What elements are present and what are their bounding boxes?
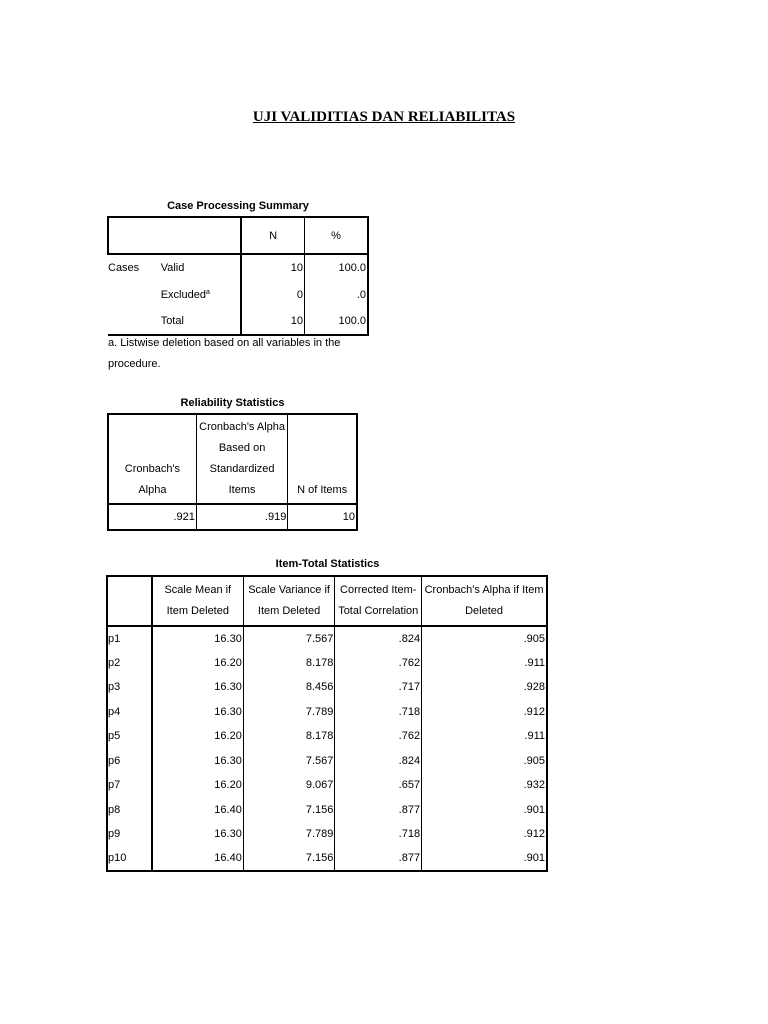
row-percent: .0 bbox=[304, 281, 368, 308]
cell-alpha-if-deleted: .912 bbox=[523, 705, 545, 718]
cell-scale-mean: 16.30 bbox=[152, 626, 244, 651]
table-row bbox=[107, 675, 547, 700]
row-label: Excluded bbox=[160, 288, 206, 301]
cell-item-label: p1 bbox=[107, 626, 152, 651]
header-scale-mean: Scale Mean if Item Deleted bbox=[152, 576, 244, 626]
header-cell bbox=[108, 217, 160, 254]
header-percent: % bbox=[304, 217, 368, 254]
cell-item-label: p10 bbox=[107, 847, 152, 872]
cell-alpha-if-deleted: .911 bbox=[524, 730, 545, 743]
reliability-table bbox=[107, 413, 358, 531]
cell-scale-mean: 16.30 bbox=[152, 749, 244, 774]
table-row bbox=[108, 281, 368, 308]
item-total-body bbox=[107, 626, 547, 871]
cell-corrected-correlation: .718 bbox=[335, 700, 422, 725]
cell-item-label: p2 bbox=[107, 651, 152, 676]
row-percent: 100.0 bbox=[304, 308, 368, 335]
header-alpha-if-deleted: Cronbach's Alpha if Item Deleted bbox=[422, 576, 547, 626]
cell-scale-variance: 8.178 bbox=[243, 651, 335, 676]
cell-alpha-if-deleted: .912 bbox=[523, 828, 545, 841]
case-processing-table bbox=[107, 216, 369, 336]
cell-alpha-if-deleted: .905 bbox=[523, 632, 545, 645]
cell-corrected-correlation: .824 bbox=[335, 626, 422, 651]
cell-scale-mean: 16.30 bbox=[152, 822, 244, 847]
table-row bbox=[107, 626, 547, 651]
cell-corrected-correlation: .877 bbox=[335, 847, 422, 872]
cell-scale-mean: 16.30 bbox=[152, 700, 244, 725]
case-processing-footnote: a. Listwise deletion based on all variables in the procedure. bbox=[108, 337, 341, 370]
header-cronbach-alpha: Cronbach's Alpha bbox=[108, 414, 196, 504]
header-corrected-correlation: Corrected Item-Total Correlation bbox=[335, 576, 422, 626]
value-alpha-standardized: .919 bbox=[196, 504, 287, 530]
cell-corrected-correlation: .762 bbox=[335, 724, 422, 749]
table-row bbox=[107, 700, 547, 725]
table-row bbox=[108, 308, 368, 335]
row-label: Valid bbox=[160, 254, 242, 281]
row-n: 10 bbox=[241, 308, 304, 335]
cell-item-label: p8 bbox=[107, 798, 152, 823]
cell-alpha-if-deleted: .901 bbox=[523, 803, 545, 816]
cell-scale-mean: 16.40 bbox=[152, 847, 244, 872]
value-n-of-items: 10 bbox=[342, 511, 355, 523]
cell-scale-variance: 7.567 bbox=[243, 749, 335, 774]
document-title: UJI VALIDITIAS DAN RELIABILITAS bbox=[252, 109, 516, 125]
cell-scale-variance: 8.456 bbox=[243, 675, 335, 700]
cell-item-label: p3 bbox=[107, 675, 152, 700]
header-scale-variance: Scale Variance if Item Deleted bbox=[243, 576, 335, 626]
table-row bbox=[107, 651, 547, 676]
cell-alpha-if-deleted: .928 bbox=[523, 681, 545, 694]
item-total-table bbox=[106, 575, 548, 872]
cell-scale-variance: 8.178 bbox=[243, 724, 335, 749]
cell-corrected-correlation: .657 bbox=[335, 773, 422, 798]
table-row bbox=[107, 749, 547, 774]
reliability-header-row bbox=[108, 414, 357, 504]
cell-corrected-correlation: .877 bbox=[335, 798, 422, 823]
cell-scale-variance: 7.156 bbox=[243, 847, 335, 872]
row-label-cell bbox=[160, 281, 242, 308]
case-processing-caption: Case Processing Summary bbox=[167, 200, 309, 212]
header-alpha-standardized: Cronbach's Alpha Based on Standardized Items bbox=[196, 414, 287, 504]
table-row bbox=[108, 504, 357, 530]
cell-corrected-correlation: .718 bbox=[335, 822, 422, 847]
header-n: N bbox=[241, 217, 304, 254]
row-label: Total bbox=[160, 308, 242, 335]
cell-scale-variance: 7.156 bbox=[243, 798, 335, 823]
cell-scale-mean: 16.20 bbox=[152, 724, 244, 749]
table-row bbox=[107, 773, 547, 798]
cell-item-label: p7 bbox=[107, 773, 152, 798]
cell-alpha-if-deleted: .905 bbox=[523, 754, 545, 767]
cell-item-label: p4 bbox=[107, 700, 152, 725]
cell-alpha-if-deleted: .932 bbox=[523, 779, 545, 792]
item-total-header-row bbox=[107, 576, 547, 626]
table-row bbox=[107, 822, 547, 847]
cell-alpha-if-deleted: .901 bbox=[523, 852, 545, 865]
case-processing-header-row bbox=[108, 217, 368, 254]
cell-scale-mean: 16.40 bbox=[152, 798, 244, 823]
table-row bbox=[108, 254, 368, 281]
value-cronbach-alpha: .921 bbox=[108, 504, 196, 530]
cell-scale-variance: 9.067 bbox=[243, 773, 335, 798]
row-group-label: Cases bbox=[108, 262, 140, 274]
cell-scale-mean: 16.20 bbox=[152, 651, 244, 676]
cell-item-label: p6 bbox=[107, 749, 152, 774]
table-row bbox=[107, 724, 547, 749]
footnote-marker: a bbox=[205, 288, 210, 296]
cell-corrected-correlation: .762 bbox=[335, 651, 422, 676]
cell-scale-variance: 7.789 bbox=[243, 700, 335, 725]
header-cell bbox=[160, 217, 242, 254]
cell-scale-mean: 16.20 bbox=[152, 773, 244, 798]
cell-scale-variance: 7.789 bbox=[243, 822, 335, 847]
cell-corrected-correlation: .824 bbox=[335, 749, 422, 774]
cell-corrected-correlation: .717 bbox=[335, 675, 422, 700]
header-n-of-items: N of Items bbox=[288, 414, 357, 504]
row-n: 0 bbox=[241, 281, 304, 308]
cell-alpha-if-deleted: .911 bbox=[524, 656, 545, 669]
cell-scale-mean: 16.30 bbox=[152, 675, 244, 700]
reliability-caption: Reliability Statistics bbox=[180, 397, 285, 409]
item-total-caption: Item-Total Statistics bbox=[275, 558, 380, 570]
table-row bbox=[107, 847, 547, 872]
table-row bbox=[107, 798, 547, 823]
cell-scale-variance: 7.567 bbox=[243, 626, 335, 651]
row-percent: 100.0 bbox=[304, 254, 368, 281]
row-n: 10 bbox=[241, 254, 304, 281]
cell-item-label: p9 bbox=[107, 822, 152, 847]
header-cell bbox=[107, 576, 152, 626]
cell-item-label: p5 bbox=[107, 724, 152, 749]
